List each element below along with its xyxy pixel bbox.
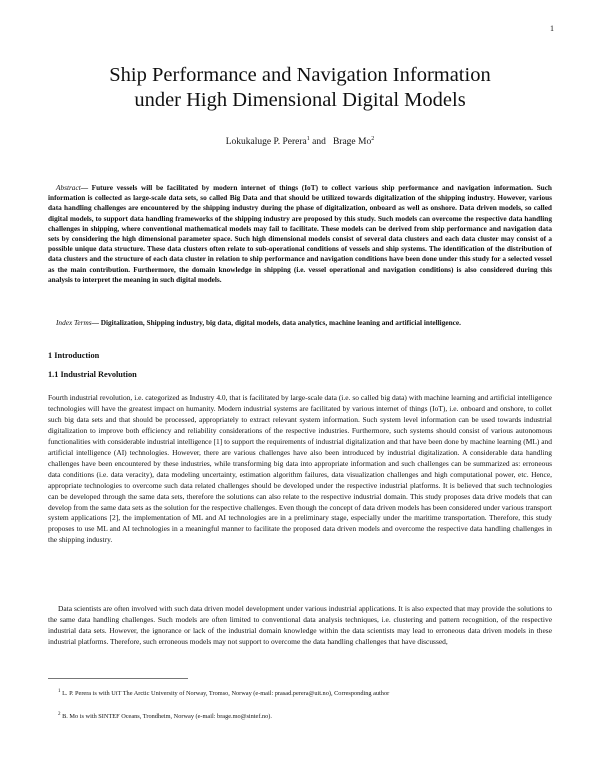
- title-line-2: under High Dimensional Digital Models: [134, 89, 466, 111]
- body-paragraph-2: Data scientists are often involved with such data driven model development under various industrial applications. It is also expected that may provide the solutions to the same data handling challenges. Such models are often limited to conventional data analysis techniques, i.e. clustering and pattern recognition, of the respective industrial data sets. However, the ignorance or lack of the industrial domain knowledge within the data scientists may lead to erroneous data driven models in these industrial platforms. Therefore, such erroneous models may not support to overcome the data handling challenges that have discussed,: [48, 604, 552, 646]
- page-number: 1: [550, 24, 554, 33]
- index-terms-dash: —: [91, 318, 101, 327]
- footnote-2-text: B. Mo is with SINTEF Oceans, Trondheim, Norway (e-mail: brage.mo@sintef.no).: [62, 713, 272, 721]
- paper-title: [40, 63, 560, 113]
- author-1: Lokukaluge P. Perera: [225, 137, 307, 148]
- author-1-footnote-mark: 1: [306, 136, 310, 142]
- author-2: Brage Mo: [332, 137, 372, 148]
- body-paragraph-1: Fourth industrial revolution, i.e. categorized as Industry 4.0, that is facilitated by large-scale data (i.e. so called big data) with machine learning and artificial intelligence technologies will have the greatest impact on humanity. Modern industrial systems are facilitated by various internet of things (IoT), i.e. onboard and onshore, to collet such big data sets and that should be processed, appropriately to extract relevant system information. Such system level information can be used towards industrial digitalization to improve both efficiency and reliability considerations of the respective industries. Furthermore, such systems should consist of various autonomous functionalities with considerable industrial intelligence [1] to support the requirements of industrial digitalization and that have been done by machine learning (ML) and artificial intelligence (AI) technologies. However, there are various challenges have also been introduced by industrial digitalization. A considerable data handling challenges have been encountered by these industries, while transforming big data into appropriate information and such challenges can be summarized as: erroneous data conditions (i.e. data veracity), data modeling uncertainty, estimation algorithm failures, data visualization challenges and high computational power, etc. Hence, appropriate technologies to overcome such data related challenges should be developed under the respective industrial platforms. It is believed that such technologies can be developed through the same data sets, therefore the solutions can also relate to the respective industrial domain. This study proposes data drive models that can develop from the same data sets as the solution for the respective challenges. Even though the concept of data driven models has been considered under various transport system applications [2], the implementation of ML and AI technologies are in a preliminary stage, especially under the maritime transportation. Therefore, this study proposes to use ML and AI technologies in a meaningful manner to facilitate the proposed data driven models and overcome the respective data handling challenges in the shipping industry.: [48, 393, 552, 545]
- subsection-heading: 1.1 Industrial Revolution: [48, 370, 137, 379]
- abstract-dash: —: [80, 183, 92, 192]
- abstract: [48, 183, 552, 285]
- footnote-divider: [48, 678, 188, 679]
- index-terms-label: Index Terms: [56, 318, 92, 327]
- footnote-2-mark: 2: [58, 712, 61, 717]
- section-heading: 1 Introduction: [48, 351, 100, 360]
- author-separator: and: [309, 137, 333, 148]
- footnote-1-mark: 1: [58, 689, 61, 694]
- footnote-1-text: L. P. Perera is with UiT The Arctic University of Norway, Tromso, Norway (e-mail: prasad.perera@uit.no), Corresponding author: [62, 690, 390, 698]
- abstract-text: Future vessels will be facilitated by modern internet of things (IoT) to collect various ship performance and navigation information. Such information is collected as large-scale data sets, so called Big Data and that should be utilized towards digitalization of the shipping industry. However, various data handling challenges are encountered by the shipping industry during the phase of digitalization, onboard as well as onshore. Data driven models, so called digital models, to support data handling frameworks of the shipping industry are proposed by this study. Such models can overcome the respective data handling challenges in shipping, where conventional mathematical models may fail to facilitate. These models can be derived from ship performance and navigation data sets by considering the high dimensional parameter space. Such high dimensional models consist of several data clusters and each data cluster may consist of a possible unique data structure. These data clusters often relate to sub-operational conditions of vessels and ship systems. The identification of the distribution of data clusters and the structure of each data cluster in relation to ship performance and navigation conditions have been done under this study for a selected vessel as the main contribution. Furthermore, the domain knowledge in shipping (i.e. vessel operational and navigation conditions) is also considered during this analysis to interpret the meaning in such digital models.: [48, 183, 552, 284]
- abstract-label: Abstract: [56, 183, 81, 192]
- index-terms: [48, 318, 552, 328]
- author-line: [0, 136, 600, 147]
- author-2-footnote-mark: 2: [371, 136, 375, 142]
- index-terms-text: Digitalization, Shipping industry, big data, digital models, data analytics, machine leaning and artificial intelligence.: [100, 318, 461, 327]
- title-line-1: Ship Performance and Navigation Information: [109, 64, 491, 86]
- footnote-2: [58, 711, 552, 721]
- footnote-1: [58, 688, 552, 698]
